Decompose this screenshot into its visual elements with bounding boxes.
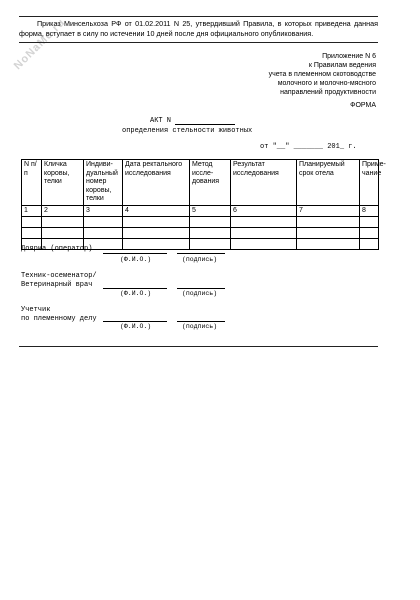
appendix-line: учета в племенном скотоводстве (268, 71, 376, 78)
column-number: 7 (297, 205, 360, 217)
column-number: 1 (22, 205, 42, 217)
signature-line (177, 321, 225, 322)
bottom-divider (19, 346, 378, 347)
column-number: 5 (190, 205, 231, 217)
column-number: 8 (360, 205, 379, 217)
table-header: Дата ректального исследования (123, 160, 190, 206)
animals-table (21, 159, 386, 250)
column-number: 6 (231, 205, 297, 217)
signature-line (177, 288, 225, 289)
signature-caption: (подпись) (182, 290, 218, 297)
technician-label-line-1: Техник-осеменатор/ (21, 272, 97, 280)
appendix-line: молочного и молочно-мясного (277, 80, 376, 87)
form-label: ФОРМА (350, 102, 376, 109)
table-row (22, 217, 379, 228)
signature-caption: (подпись) (182, 323, 218, 330)
column-number: 3 (84, 205, 123, 217)
table-header: Кличка коровы, телки (42, 160, 84, 206)
technician-label (21, 272, 97, 290)
milkmaid-label: Доярка (оператор) (21, 245, 93, 253)
fio-caption: (Ф.И.О.) (120, 323, 152, 330)
signature-line (177, 253, 225, 254)
appendix-line: к Правилам ведения (308, 62, 376, 69)
notice-divider (19, 42, 378, 43)
fio-caption: (Ф.И.О.) (120, 256, 152, 263)
notice-text (19, 19, 378, 39)
table-header: N п/п (22, 160, 42, 206)
act-subtitle: определения стельности животных (122, 127, 253, 135)
table-header: Примечание (360, 160, 379, 206)
accountant-label (21, 306, 97, 324)
appendix-block (176, 52, 376, 110)
notice-line-2: данная форма, вступает в силу по истечении 10 дней после дня официального опубликования. (19, 19, 378, 38)
accountant-label-line-1: Учетчик (21, 306, 51, 314)
signature-caption: (подпись) (182, 256, 218, 263)
watermark-logo: NoNaMe.ru (11, 16, 68, 73)
table-header: Планируемый срок отела (297, 160, 360, 206)
column-number: 4 (123, 205, 190, 217)
table-header: Результат исследования (231, 160, 297, 206)
table-header: Индивидуальный номер коровы, телки (84, 160, 123, 206)
table-row (22, 228, 379, 239)
accountant-label-line-2: по племенному делу (21, 315, 97, 323)
fio-caption: (Ф.И.О.) (120, 290, 152, 297)
notice-line-1: Приказ Минсельхоза РФ от 01.02.2011 N 25, утвердивший Правила, в которых приведена (37, 19, 351, 28)
fio-line (103, 288, 167, 289)
appendix-title: Приложение N 6 (322, 53, 376, 60)
act-title-text: АКТ N (150, 117, 172, 125)
fio-line (103, 321, 167, 322)
technician-label-line-2: Ветеринарный врач (21, 281, 93, 289)
act-title (150, 117, 235, 125)
column-number: 2 (42, 205, 84, 217)
fio-line (103, 253, 167, 254)
appendix-line: направлений продуктивности (280, 89, 376, 96)
act-date: от "__" _______ 201_ г. (260, 143, 357, 151)
top-divider (19, 16, 378, 17)
act-number-line (175, 117, 235, 125)
table-header: Метод исследования (190, 160, 231, 206)
